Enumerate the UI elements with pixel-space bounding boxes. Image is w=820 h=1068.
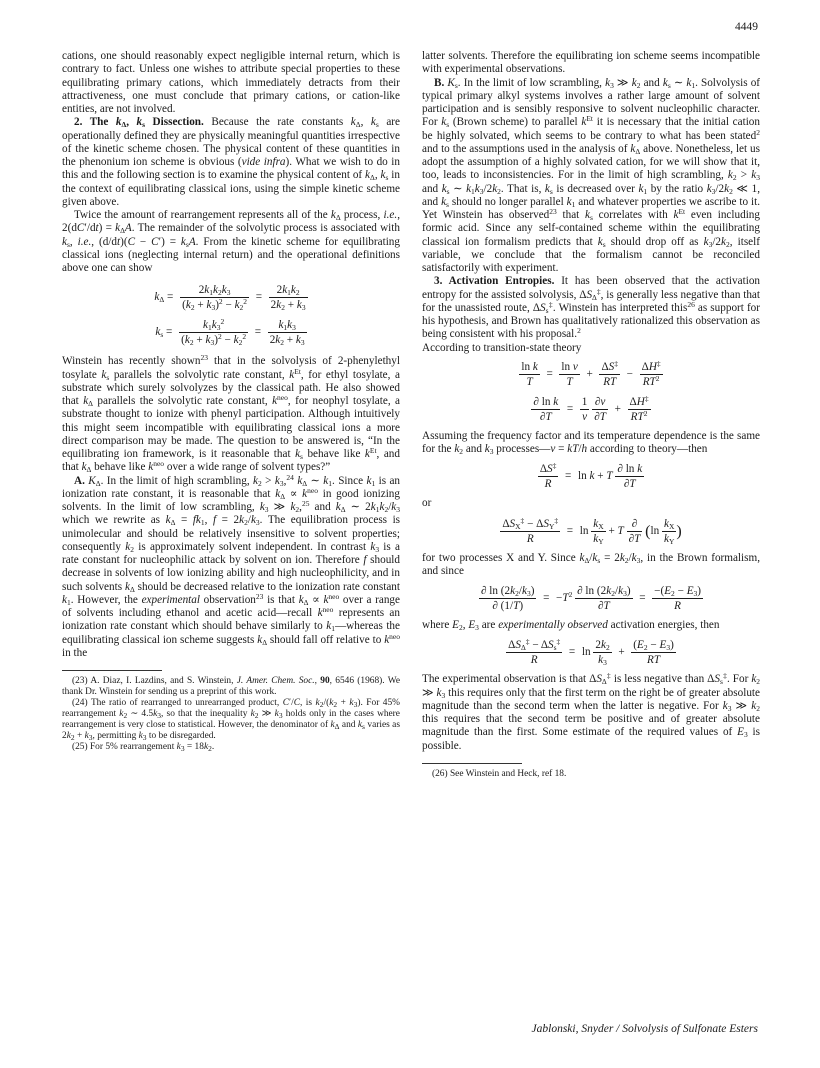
footnote-rule: [422, 763, 522, 764]
footnote: (26) See Winstein and Heck, ref 18.: [432, 768, 567, 779]
paragraph: Twice the amount of rearrangement represents all of the $k_\Delta$ process, i.e., $2(dC'/dt) = k_\Delta A$. The remainder of the solvolytic process is associated with $k_s$, i.e., $(d/dt)(C - C') = k_sA$. From the kinetic scheme for equilibrating classical ions (neglecting internal return) and the operational definitions above one can show: [62, 209, 400, 274]
paragraph: for two processes X and Y. Since $k_\Delta/k_s = 2k_2/k_3$, in the Brown formalism, and since: [422, 551, 761, 577]
equation-entropy-result: $\frac{\Delta S_\Delta^\ddagger - \Delta S_s^\ddagger}{R}$ = ln $\frac{2k_2}{k_3}$ + $\frac{(E_2 - E_3)}{RT}$: [508, 637, 674, 668]
paragraph: The experimental observation is that $\Delta S_\Delta^\ddagger$ is less negative than $\Delta S_s^\ddagger$. For $k_2$ ≫ $k_3$ this requires only that the first term on the right be of greater absolute magnitude than the second term when the latter is negative. For $k_3$ ≫ $k_2$ this requires that the second term be positive and of greater absolute magnitude than the first. Some estimate of the required values of $E_3$ is possible.: [422, 671, 761, 752]
equation-activation-energy: $\frac{\partial \ln (2k_2/k_3)}{\partial (1/T)}$ = $-T^2$ $\frac{\partial \ln (2k_2/k_3)}{\partial T}$ = $\frac{-(E_2 - E_3)}{R}$: [480, 585, 702, 612]
footnote: (24) The ratio of rearranged to unrearranged product, C′/C, is $k_2/(k_2 + k_3)$. For 45% rearrangement $k_2$ ∼ $4.5k_3$, so that the inequality $k_2$ ≫ $k_3$ holds only in the cases where rearrangement is very close to statistical. However, the denominator of $k_\Delta$ and $k_s$ varies as $2k_2 + k_3$, permitting $k_3$ to be disregarded.: [62, 698, 400, 742]
equation-transition-state-1: $\frac{\text{ln k}}{T}$ = $\frac{\text{ln ν}}{T}$ + $\frac{\Delta S^\ddagger}{RT}$ − $\frac{\Delta H^\ddagger}{RT^2}$: [521, 358, 661, 388]
right-column: [422, 50, 760, 780]
paragraph: A. $K_\Delta$. In the limit of high scrambling, $k_2 > k_3,^{24}$ $k_\Delta$ ∼ $k_1$. Since $k_1$ is an ionization rate constant, it is reasonable that $k_\Delta \propto k^{neo}$ in good ionizing solvents. In the limit of low scrambling, $k_3$ ≫ $k_2,^{25}$ and $k_\Delta$ ∼ $2k_1k_2/k_3$ which we rewrite as $k_\Delta = fk_1$, $f = 2k_2/k_3$. The equilibration process is unimolecular and should be relatively insensitive to solvent properties; consequently $k_2$ is approximately solvent independent. In contrast $k_3$ is a rate constant for nucleophilic attack by solvent on ion. Therefore f should decrease in solvents of low ionizing ability and high nucleophilicity, and in such solvents $k_\Delta$ should be decreased relative to the ionization rate constant $k_1$. However, the experimental observation$^{23}$ is that $k_\Delta \propto k^{neo}$ over a range of solvents including ethanol and acetic acid—recall $k^{neo}$ represents an ionization rate constant which should behave similarly to $k_1—whereas$ the equilibrating classical ion scheme suggests $k_\Delta$ should fall off relative to $k^{neo}$ in the: [62, 472, 401, 659]
page-number: 4449: [735, 21, 758, 33]
paragraph: latter solvents. Therefore the equilibrating ion scheme seems incompatible with experimental observations.: [422, 50, 760, 76]
equation-k-delta: $k_\Delta$ = $\frac{2k_1k_2k_3}{(k_2 + k_3)^2 - k_2^2}$ = $\frac{2k_1k_2}{2k_2 + k_3}$: [154, 284, 306, 313]
paragraph: 2. The $k_\Delta$, $k_s$ Dissection. Because the rate constants $k_\Delta$, $k_s$ are operationally defined they are physically meaningful quantities irrespective of the kinetic scheme chosen. The physical content of these quantities in the phenonium ion scheme is obvious (vide infra). What we wish to do in this and the following section is to examine the physical content of $k_\Delta$, $k_s$ in the context of equilibrating classical ions, using the simple kinetic scheme given above.: [62, 116, 401, 208]
equation-entropy-difference: $\frac{\Delta S_X^\ddagger - \Delta S_Y^\ddagger}{R}$ = ln $\frac{k_X}{k_Y}$ + T $\frac{\partial}{\partial T}$ (ln $\frac{k_X}{k_Y}$ ): [502, 515, 682, 546]
footnote-rule: [62, 670, 162, 671]
equation-entropy: $\frac{\Delta S^\ddagger}{R}$ = ln k + T $\frac{\text{∂ ln k}}{\partial T}$: [539, 461, 643, 491]
running-footer: Jablonski, Snyder / Solvolysis of Sulfonate Esters: [531, 1023, 758, 1035]
paragraph: where $E_2$, $E_3$ are experimentally observed activation energies, then: [422, 619, 720, 632]
footnote: (23) A. Diaz, I. Lazdins, and S. Winstein, J. Amer. Chem. Soc., 90, 6546 (1968). We thank Dr. Winstein for sending us a preprint of this work.: [62, 676, 400, 697]
paragraph: or: [422, 497, 432, 510]
equation-transition-state-2: $\frac{\text{∂ ln k}}{\partial T}$ = $\frac{1}{\nu}$ $\frac{\partial\nu}{\partial T}$ + $\frac{\Delta H^\ddagger}{RT^2}$: [533, 393, 649, 423]
paragraph: Assuming the frequency factor and its temperature dependence is the same for the $k_2$ and $k_3$ processes—ν = kT/h according to theory—then: [422, 429, 760, 456]
paragraph: Winstein has recently shown$^{23}$ that in the solvolysis of 2-phenylethyl tosylate $k_s$ parallels the solvolytic rate constant, $k^{Et}$, for ethyl tosylate, a substrate which surely solvolyzes by the classical path. He also showed that $k_\Delta$ parallels the solvolytic rate constant, $k^{neo}$, for neophyl tosylate, a substrate thought to ionize with phenyl participation. Although intuitively this might seem incompatible with equilibrating classical ions a more direct comparison may be made. The question to be answered is, “In the equilibrating ion framework, is it reasonable that $k_s$ behave like $k^{Et}$, and that $k_\Delta$ behave like $k^{neo}$ over a wide range of solvent types?”: [62, 353, 400, 475]
footnote: (25) For 5% rearrangement $k_3 = 18k_2$.: [72, 742, 215, 753]
paragraph: cations, one should reasonably expect negligible internal return, which is contrary to fact. Unless one wishes to attribute special properties to these equilibrating primary cations, which immediately detracts from their attractiveness, one must conclude that primary cations, or cation-like entities, are not involved.: [62, 50, 400, 115]
left-column: [62, 50, 400, 753]
equation-k-s: $k_s$ = $\frac{k_1k_3^2}{(k_2 + k_3)^2 - k_2^2}$ = $\frac{k_1k_3}{2k_2 + k_3}$: [155, 317, 305, 348]
paragraph: B. $K_s$. In the limit of low scrambling, $k_3$ ≫ $k_2$ and $k_s$ ∼ $k_1$. Solvolysis of typical primary alkyl systems involves a rather large amount of solvent participation and is sensibly responsive to solvent nucleophilic character. For $k_s$ (Brown scheme) to parallel $k^{Et}$ it is necessary that the initial cation be highly solvated, which seems to be contrary to what has been stated$^2$ and to the assumptions used in the analysis of $k_\Delta$ above. Nonetheless, let us adopt the assumption of a highly solvated cation, for we will show that it, too, leads to inconsistencies. For in the limit of high scrambling, $k_2 > k_3$ and $k_s$ ∼ $k_1k_3/2k_2$. That is, $k_s$ is decreased over $k_1$ by the ratio $k_3/2k_2$ ≪ 1, and $k_s$ should no longer parallel $k_1$ and whatever properties we ascribe to it. Yet Winstein has observed$^{23}$ that $k_s$ correlates with $k^{Et}$ even including formic acid. Since any self-contained scheme within the equilibrating classical ion formalism predicts that $k_s$ should drop off as $k_3/2k_2$, itself variable, we conclude that the formalism cannot be reconciled satisfactorily with experiment.: [422, 76, 761, 274]
paragraph: According to transition-state theory: [422, 341, 582, 354]
paragraph: 3. Activation Entropies. It has been observed that the activation entropy for the assisted solvolysis, $\Delta S_\Delta^\ddagger$, is generally less negative than that for the unassisted route, $\Delta S_s^\ddagger$. Winstein has interpreted this$^{26}$ as support for his hypothesis, and Brown has qualitatively rationalized this observation as being consistent with his proposal.$^2$: [422, 275, 761, 341]
